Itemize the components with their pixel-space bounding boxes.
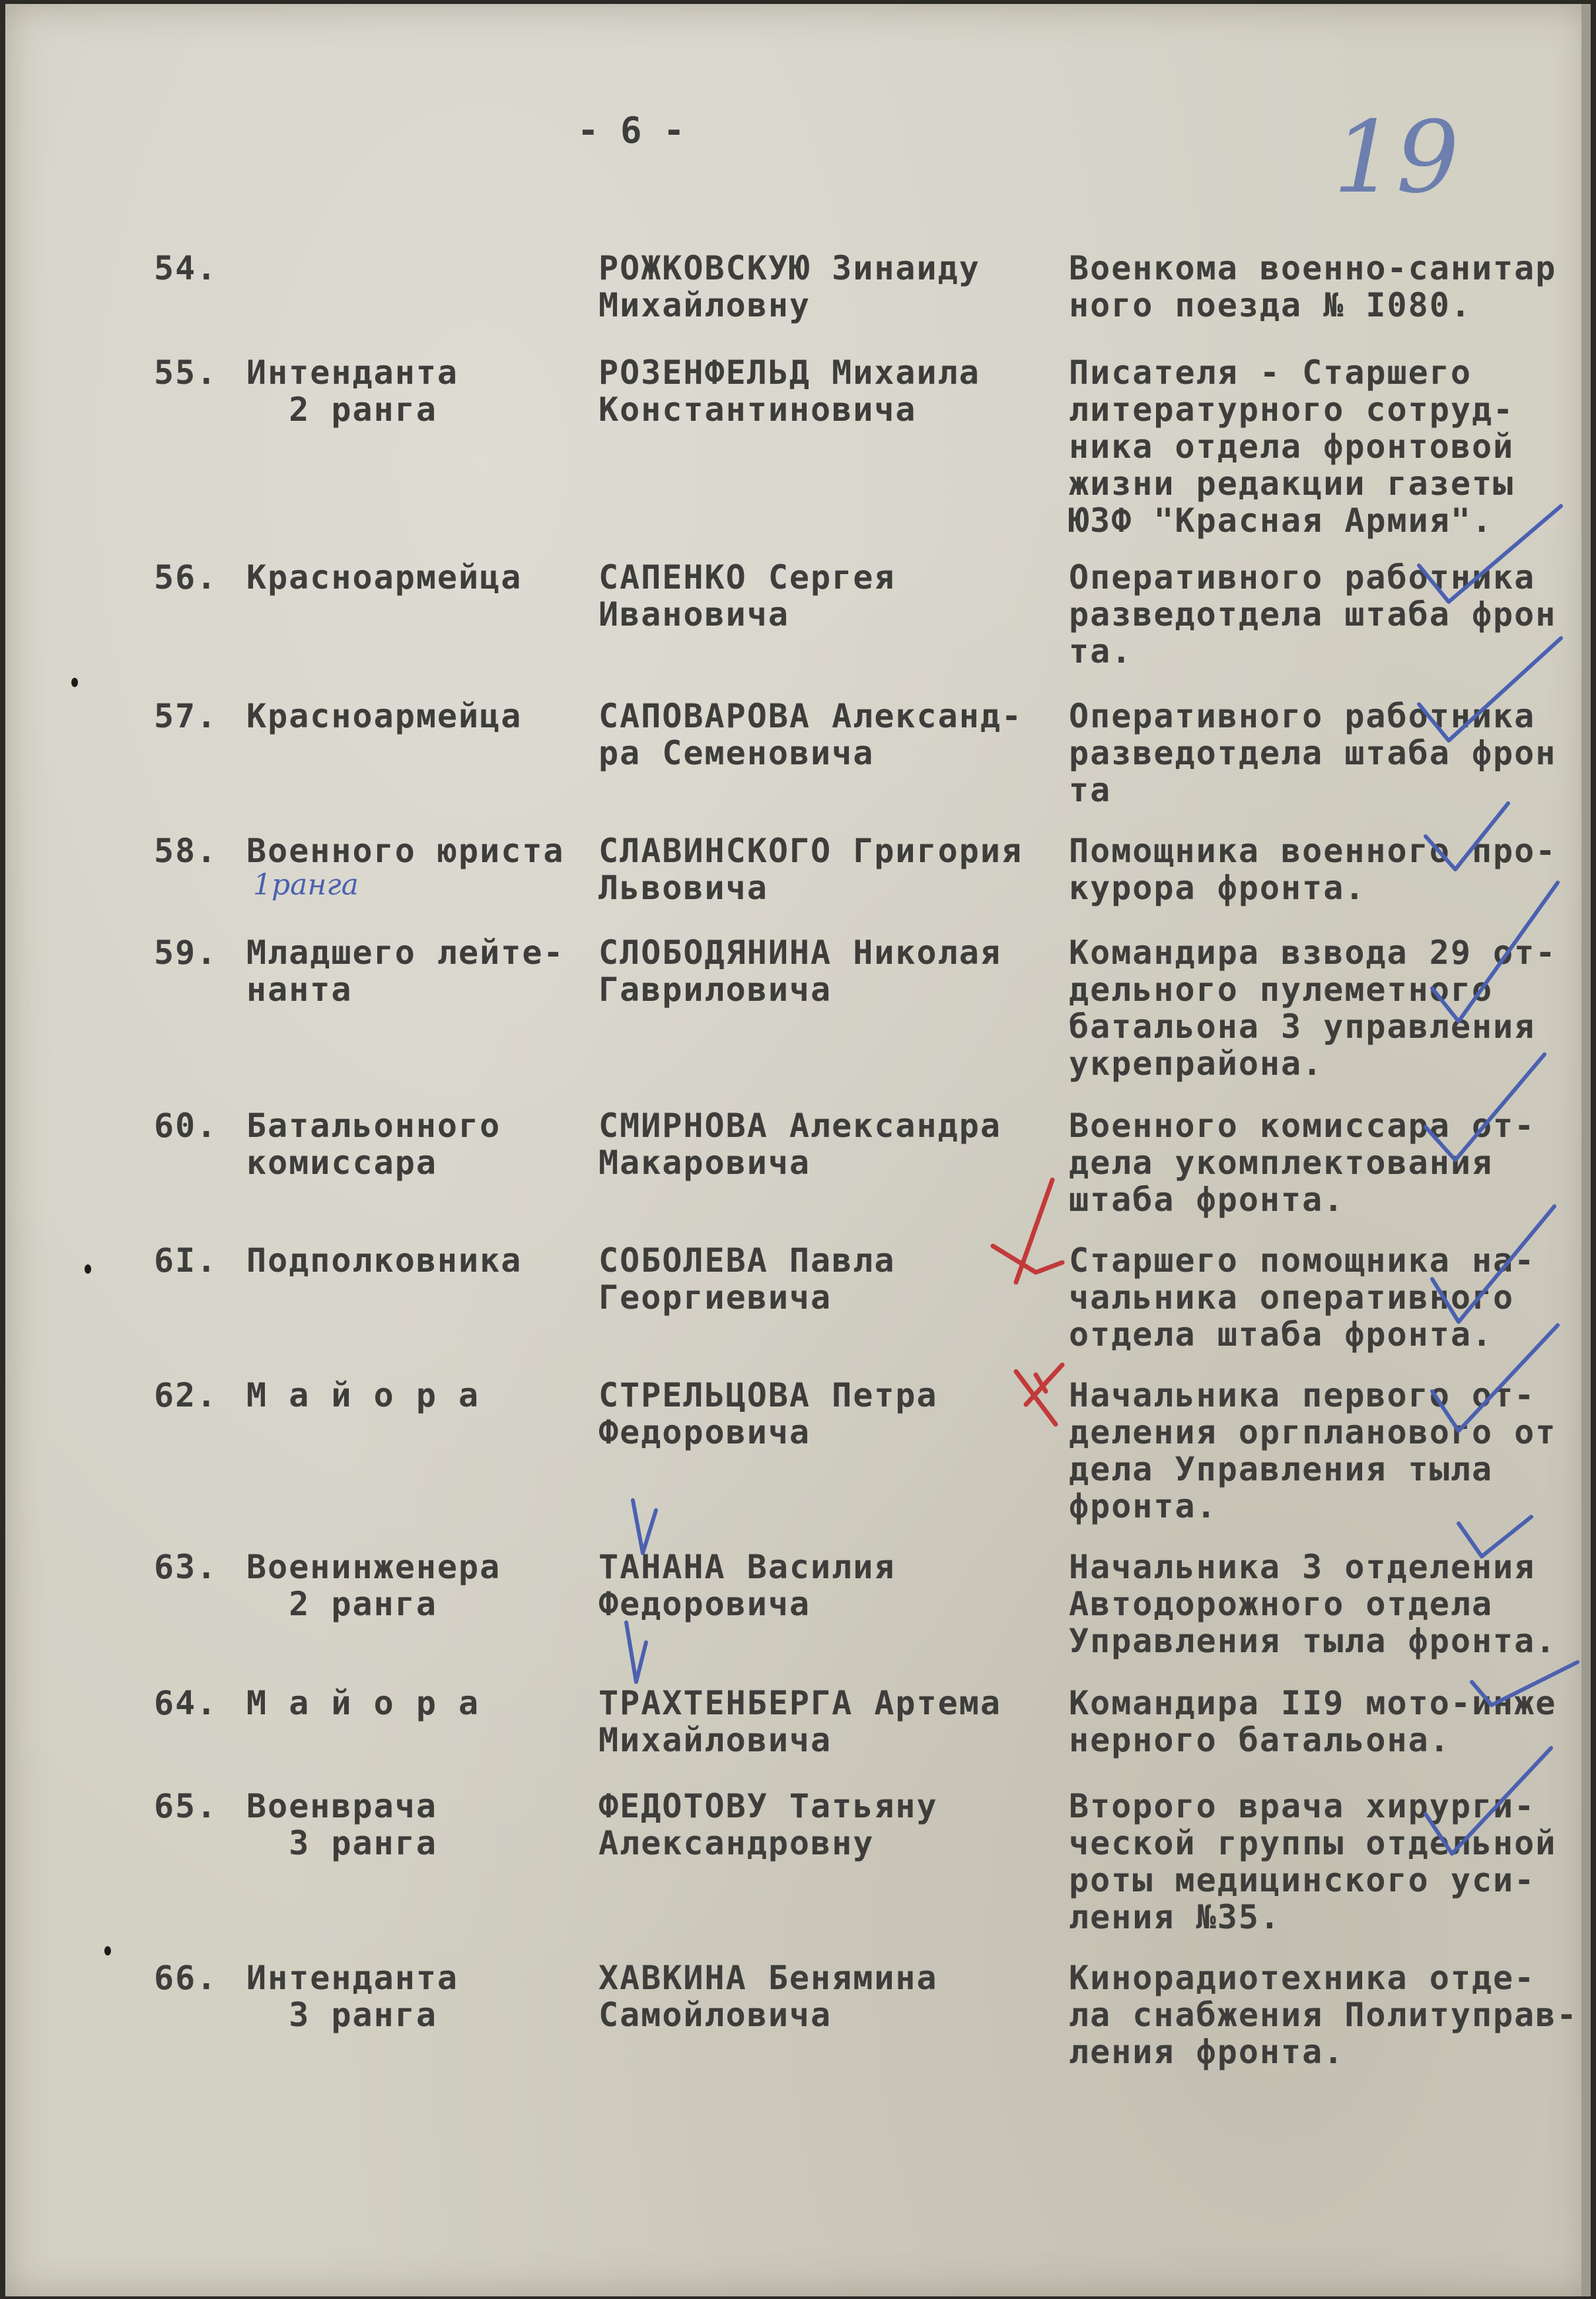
entry-57-name: САПОВАРОВА Александ- ра Семеновича (598, 697, 1023, 772)
entry-61-rank: Подполковника (246, 1241, 523, 1280)
entry-55-rank: Интенданта 2 ранга (246, 353, 459, 429)
entry-63-name: ТАНАНА Василия Федоровича (598, 1548, 896, 1623)
entry-56-position: Оперативного работника разведотдела штаба фрон та. (1069, 558, 1557, 671)
entry-63-number: 63. (154, 1548, 218, 1586)
entry-59-position: Командира взвода 29 от- дельного пулеметного батальона 3 управления укрепрайона. (1069, 933, 1557, 1083)
entry-54-position: Военкома военно-санитар ного поезда № I080. (1069, 249, 1557, 324)
entry-66-rank: Интенданта 3 ранга (246, 1959, 459, 2034)
entry-58-name: СЛАВИНСКОГО Григория Львовича (598, 832, 1023, 907)
entry-62-position: Начальника первого от- деления оргпланового от дела Управления тыла фронта. (1069, 1376, 1557, 1525)
entry-56-rank: Красноармейца (246, 558, 523, 597)
entry-54-number: 54. (154, 249, 218, 287)
punch-hole (71, 678, 78, 687)
entry-60-position: Военного комиссара от- дела укомплектования штаба фронта. (1069, 1107, 1536, 1219)
entry-57-number: 57. (154, 697, 218, 735)
entry-63-rank: Военинженера 2 ранга (246, 1548, 501, 1623)
entry-65-position: Второго врача хирурги- ческой группы отдельной роты медицинского уси- ления №35. (1069, 1787, 1557, 1936)
entry-54-name: РОЖКОВСКУЮ Зинаиду Михайловну (598, 249, 980, 324)
entry-60-name: СМИРНОВА Александра Макаровича (598, 1107, 1001, 1182)
entry-63-position: Начальника 3 отделения Автодорожного отдела Управления тыла фронта. (1069, 1548, 1557, 1660)
entry-66-name: ХАВКИНА Бенямина Самойловича (598, 1959, 938, 2034)
entry-59-name: СЛОБОДЯНИНА Николая Гавриловича (598, 933, 1001, 1009)
entry-60-number: 60. (154, 1107, 218, 1145)
entry-59-number: 59. (154, 933, 218, 972)
entry-64-number: 64. (154, 1684, 218, 1722)
entry-65-name: ФЕДОТОВУ Татьяну Александровну (598, 1787, 938, 1862)
entry-66-position: Кинорадиотехника отде- ла снабжения Политуправ- ления фронта. (1069, 1959, 1578, 2071)
entry-57-position: Оперативного работника разведотдела штаба фрон та (1069, 697, 1557, 809)
entry-58-number: 58. (154, 832, 218, 870)
entry-64-rank: М а й о р а (246, 1684, 480, 1722)
entry-61-position: Старшего помощника на- чальника оперативного отдела штаба фронта. (1069, 1241, 1536, 1354)
red-cross-icon (993, 1180, 1062, 1282)
punch-hole (104, 1946, 111, 1955)
page-number: - 6 - (577, 110, 685, 151)
entry-64-name: ТРАХТЕНБЕРГА Артема Михайловича (598, 1684, 1001, 1759)
entry-57-rank: Красноармейца (246, 697, 523, 735)
entry-65-number: 65. (154, 1787, 218, 1825)
handwritten-folio-number: 19 (1333, 100, 1459, 215)
punch-hole (85, 1264, 91, 1274)
entry-62-name: СТРЕЛЬЦОВА Петра Федоровича (598, 1376, 938, 1451)
entry-60-rank: Батальонного комиссара (246, 1107, 501, 1182)
entry-61-number: 6I. (154, 1241, 218, 1280)
entry-59-rank: Младшего лейте- нанта (246, 933, 565, 1009)
entry-62-rank: М а й о р а (246, 1376, 480, 1414)
checkmark-icon (633, 1500, 656, 1553)
entry-58-position: Помощника военного про- курора фронта. (1069, 832, 1557, 907)
entry-64-position: Командира II9 мото-инже нерного батальона. (1069, 1684, 1557, 1759)
paper-edge (1581, 4, 1591, 2296)
entry-56-name: САПЕНКО Сергея Ивановича (598, 558, 896, 634)
entry-55-position: Писателя - Старшего литературного сотруд- ника отдела фронтовой жизни редакции газеты ЮЗФ "Красная Армия". (1069, 353, 1515, 540)
document-page (5, 4, 1591, 2296)
entry-55-number: 55. (154, 353, 218, 392)
handwritten-rank-note: 1ранга (253, 868, 359, 902)
checkmark-icon (626, 1623, 646, 1682)
red-cross-icon (1016, 1365, 1062, 1424)
entry-65-rank: Военврача 3 ранга (246, 1787, 437, 1862)
entry-55-name: РОЗЕНФЕЛЬД Михаила Константиновича (598, 353, 980, 429)
entry-56-number: 56. (154, 558, 218, 597)
entry-58-rank: Военного юриста (246, 832, 565, 870)
entry-66-number: 66. (154, 1959, 218, 1997)
entry-61-name: СОБОЛЕВА Павла Георгиевича (598, 1241, 896, 1317)
entry-62-number: 62. (154, 1376, 218, 1414)
